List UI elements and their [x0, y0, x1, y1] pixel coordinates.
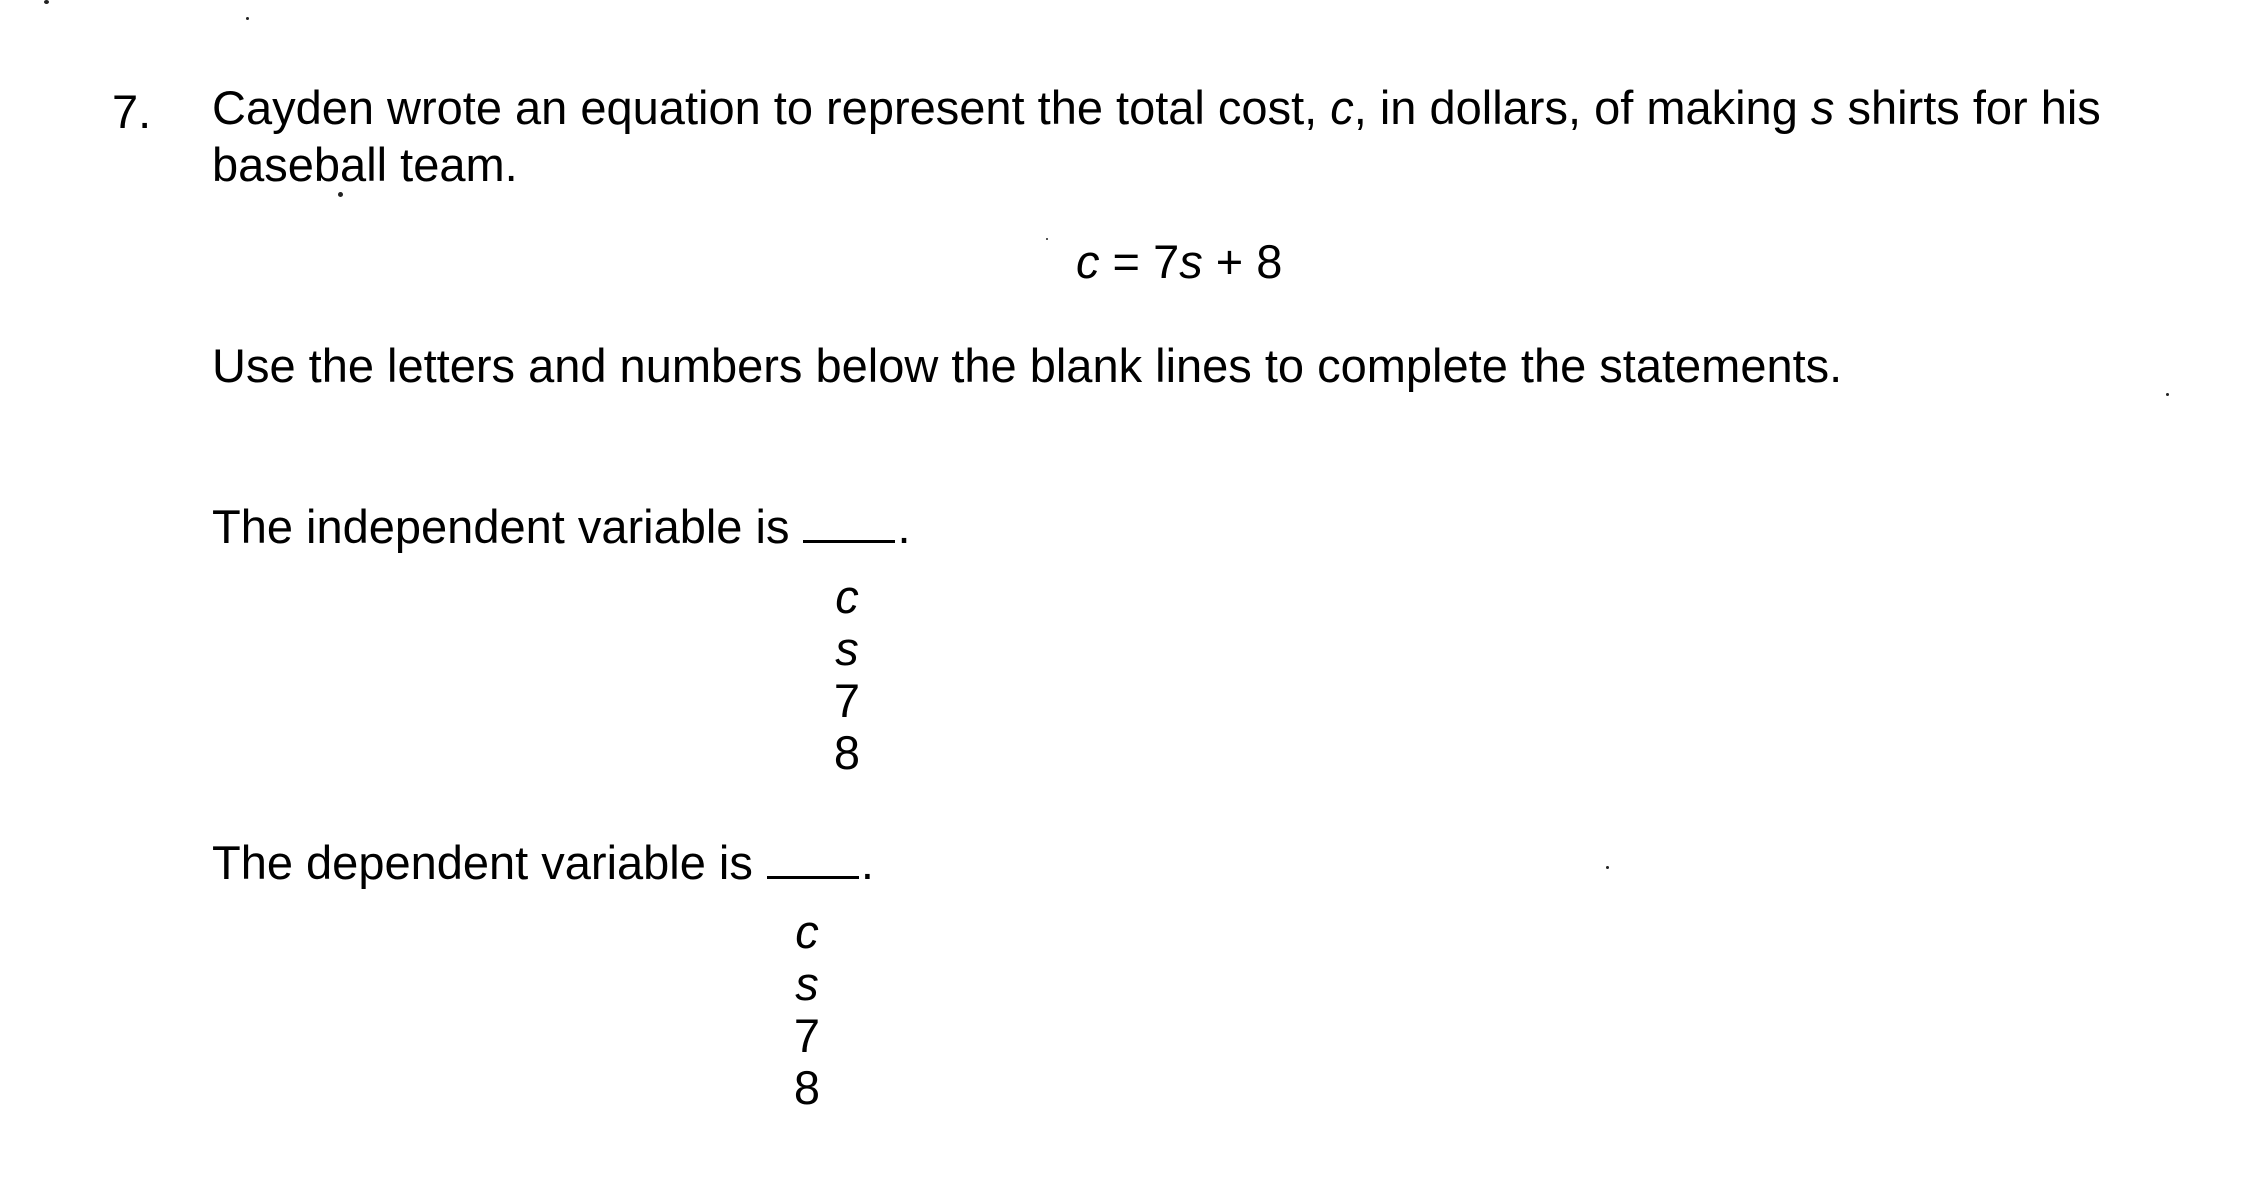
choice-option[interactable]: 7: [793, 1009, 821, 1062]
choice-option[interactable]: c: [835, 570, 859, 623]
instruction-text: Use the letters and numbers below the blank lines to complete the statements.: [212, 339, 1843, 392]
question-number: 7.: [112, 85, 152, 138]
choice-option[interactable]: s: [795, 957, 819, 1010]
scan-speck: [1046, 238, 1048, 240]
independent-variable-statement: [212, 490, 911, 556]
choice-list-dependent: [777, 906, 837, 1114]
variable-s: s: [1810, 81, 1835, 134]
dependent-variable-statement: [212, 826, 874, 892]
choice-option[interactable]: s: [835, 622, 859, 675]
equation-lhs: c: [1076, 235, 1100, 288]
choice-list-independent: [817, 571, 877, 779]
question-text-part2: , in dollars, of making: [1353, 81, 1811, 134]
question-text: [212, 79, 2202, 193]
answer-blank-independent[interactable]: [803, 490, 895, 543]
choice-option[interactable]: c: [795, 905, 819, 958]
statement-label: The independent variable is: [212, 500, 790, 553]
scan-speck: [2166, 393, 2169, 396]
equation: [1076, 233, 1282, 291]
statement-period: .: [897, 500, 911, 553]
choice-option[interactable]: 8: [793, 1061, 821, 1114]
question-text-part1: Cayden wrote an equation to represent the total cost,: [212, 81, 1331, 134]
scan-speck: [246, 17, 249, 20]
scan-speck: [338, 192, 343, 197]
choice-option[interactable]: 8: [833, 726, 861, 779]
scan-speck: [44, 0, 49, 4]
equation-middle: = 7: [1099, 235, 1180, 288]
equation-variable: s: [1179, 235, 1203, 288]
equation-rhs: + 8: [1202, 235, 1283, 288]
scan-speck: [1606, 866, 1609, 869]
statement-label: The dependent variable is: [212, 836, 753, 889]
question-text-part3: shirts for his baseball team.: [212, 81, 2101, 191]
answer-blank-dependent[interactable]: [767, 826, 859, 879]
variable-c: c: [1330, 81, 1354, 134]
statement-period: .: [860, 836, 874, 889]
choice-option[interactable]: 7: [833, 674, 861, 727]
